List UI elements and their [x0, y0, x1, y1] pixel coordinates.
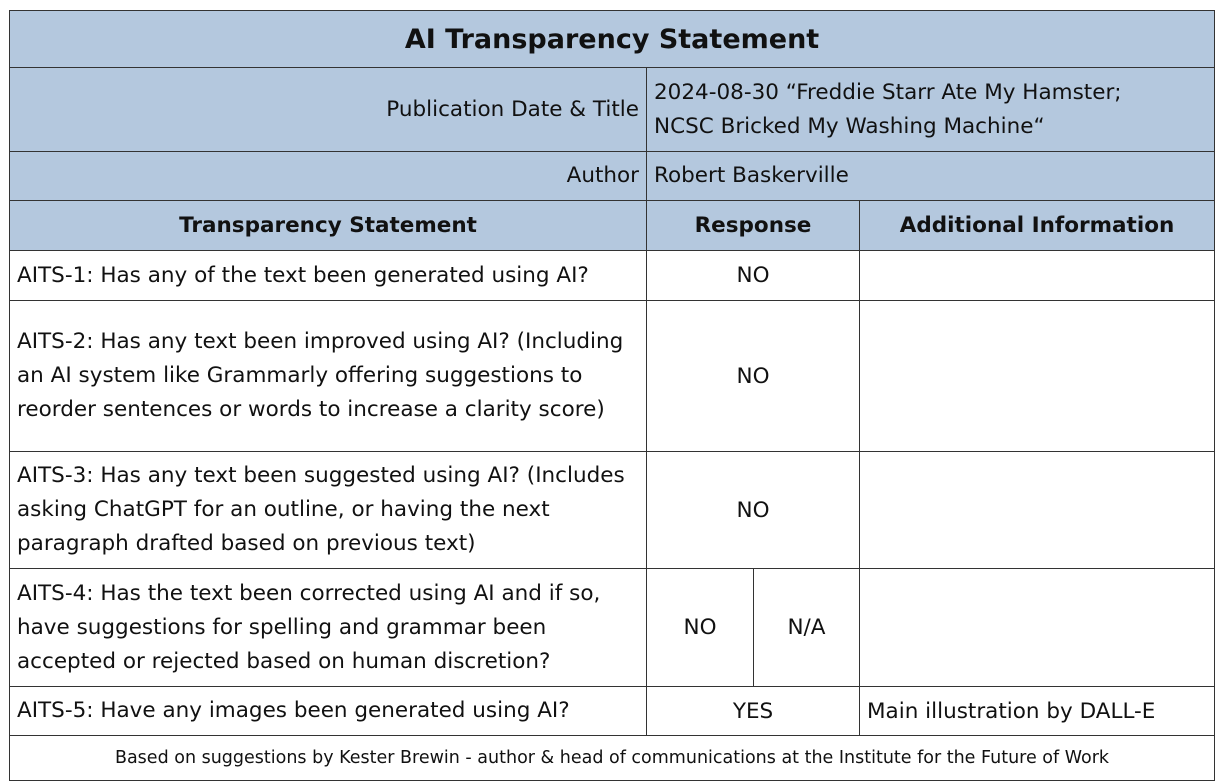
response-aits-4-b: N/A	[754, 569, 860, 687]
info-aits-4	[860, 569, 1215, 687]
table-row	[10, 452, 1215, 569]
table-row	[10, 687, 1215, 736]
info-aits-3	[860, 452, 1215, 569]
info-aits-5: Main illustration by DALL-E	[860, 687, 1215, 736]
response-aits-4-a: NO	[647, 569, 754, 687]
publication-value	[647, 68, 1215, 152]
info-aits-1	[860, 251, 1215, 301]
transparency-table	[9, 10, 1215, 781]
table-row	[10, 569, 1215, 687]
question-aits-4: AITS-4: Has the text been corrected using AI and if so, have suggestions for spelling and grammar been accepted or rejected based on human discretion?	[10, 569, 647, 687]
question-aits-3: AITS-3: Has any text been suggested using AI? (Includes asking ChatGPT for an outline, or having the next paragraph drafted based on previous text)	[10, 452, 647, 569]
table-row	[10, 301, 1215, 452]
publication-label: Publication Date & Title	[10, 68, 647, 152]
response-aits-1: NO	[647, 251, 860, 301]
column-header-response: Response	[647, 201, 860, 251]
author-value: Robert Baskerville	[647, 152, 1215, 201]
column-header-statement: Transparency Statement	[10, 201, 647, 251]
publication-value-line2: NCSC Bricked My Washing Machine“	[654, 113, 1045, 139]
info-aits-2	[860, 301, 1215, 452]
question-aits-1: AITS-1: Has any of the text been generated using AI?	[10, 251, 647, 301]
author-label: Author	[10, 152, 647, 201]
table-row	[10, 251, 1215, 301]
table-title: AI Transparency Statement	[10, 11, 1215, 68]
footer-note: Based on suggestions by Kester Brewin - author & head of communications at the Institute for the Future of Work	[10, 736, 1215, 781]
question-aits-2: AITS-2: Has any text been improved using AI? (Including an AI system like Grammarly offering suggestions to reorder sentences or words to increase a clarity score)	[10, 301, 647, 452]
response-aits-3: NO	[647, 452, 860, 569]
response-aits-5: YES	[647, 687, 860, 736]
question-aits-5: AITS-5: Have any images been generated using AI?	[10, 687, 647, 736]
publication-value-line1: 2024-08-30 “Freddie Starr Ate My Hamster;	[654, 79, 1122, 105]
column-header-info: Additional Information	[860, 201, 1215, 251]
response-aits-2: NO	[647, 301, 860, 452]
